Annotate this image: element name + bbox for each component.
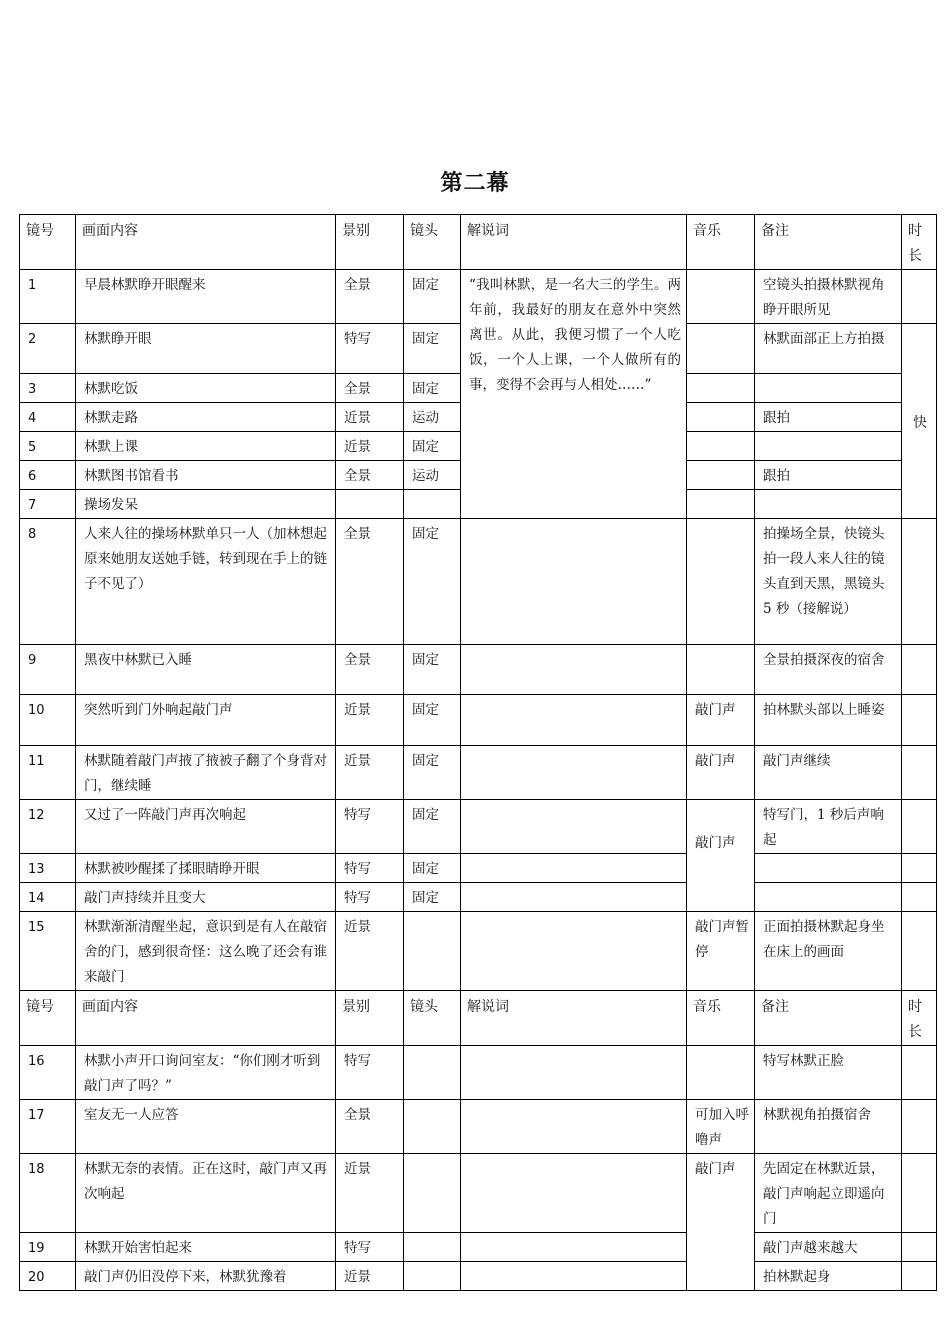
shot-camera: 固定 [404, 324, 461, 374]
duration-fast: 快 [902, 324, 937, 519]
shot-duration [902, 1046, 937, 1100]
shot-no: 4 [20, 403, 76, 432]
header-content: 画面内容 [76, 215, 336, 270]
shot-duration [902, 912, 937, 991]
shot-scale: 全景 [336, 645, 404, 695]
shot-duration [902, 883, 937, 912]
table-row [20, 1100, 937, 1154]
shot-note [755, 854, 902, 883]
table-row [20, 883, 937, 912]
shot-content: 突然听到门外响起敲门声 [76, 695, 336, 746]
table-row [20, 645, 937, 695]
shot-duration [902, 1262, 937, 1291]
shot-no: 13 [20, 854, 76, 883]
shot-music [687, 461, 755, 490]
shot-scale: 近景 [336, 1262, 404, 1291]
shot-camera: 固定 [404, 270, 461, 324]
shot-no: 20 [20, 1262, 76, 1291]
shot-narration [461, 1233, 687, 1262]
shot-note: 拍操场全景，快镜头拍一段人来人往的镜头直到天黑，黑镜头 5 秒（接解说） [755, 519, 902, 645]
table-row [20, 1046, 937, 1100]
shot-content: 林默渐渐清醒坐起，意识到是有人在敲宿舍的门，感到很奇怪：这么晚了还会有谁来敲门 [76, 912, 336, 991]
shot-camera [404, 490, 461, 519]
shot-scale: 全景 [336, 461, 404, 490]
shot-note: 林默面部正上方拍摄 [755, 324, 902, 374]
shot-music: 敲门声 [687, 695, 755, 746]
shot-music [687, 645, 755, 695]
shot-content: 林默睁开眼 [76, 324, 336, 374]
shot-no: 19 [20, 1233, 76, 1262]
shot-camera: 固定 [404, 800, 461, 854]
shot-no: 14 [20, 883, 76, 912]
shot-music [687, 1046, 755, 1100]
shot-duration [902, 1100, 937, 1154]
shot-content: 林默开始害怕起来 [76, 1233, 336, 1262]
header-narration: 解说词 [461, 215, 687, 270]
shot-narration [461, 695, 687, 746]
shot-narration [461, 746, 687, 800]
shot-note: 林默视角拍摄宿舍 [755, 1100, 902, 1154]
shot-music [687, 519, 755, 645]
shot-no: 2 [20, 324, 76, 374]
shot-no: 17 [20, 1100, 76, 1154]
shot-duration [902, 519, 937, 645]
shot-scale: 近景 [336, 695, 404, 746]
table-row [20, 746, 937, 800]
shot-content: 林默无奈的表情。正在这时，敲门声又再次响起 [76, 1154, 336, 1233]
shot-content: 室友无一人应答 [76, 1100, 336, 1154]
shot-camera: 固定 [404, 645, 461, 695]
shot-narration [461, 1262, 687, 1291]
header-duration: 时长 [902, 991, 937, 1046]
shot-note: 先固定在林默近景，敲门声响起立即遥向门 [755, 1154, 902, 1233]
shot-duration [902, 746, 937, 800]
shot-content: 林默走路 [76, 403, 336, 432]
shot-scale [336, 490, 404, 519]
shot-no: 12 [20, 800, 76, 854]
shot-scale: 特写 [336, 800, 404, 854]
shot-music: 敲门声暂停 [687, 912, 755, 991]
header-scale: 景别 [336, 215, 404, 270]
shot-narration [461, 645, 687, 695]
storyboard-table [19, 214, 937, 1291]
header-shot-no: 镜号 [20, 215, 76, 270]
shot-scale: 特写 [336, 324, 404, 374]
header-narration: 解说词 [461, 991, 687, 1046]
shot-music: 可加入呼噜声 [687, 1100, 755, 1154]
header-music: 音乐 [687, 991, 755, 1046]
shot-duration [902, 1154, 937, 1233]
shot-no: 6 [20, 461, 76, 490]
shot-scale: 特写 [336, 1046, 404, 1100]
shot-camera [404, 1262, 461, 1291]
shot-music [687, 403, 755, 432]
shot-content: 林默被吵醒揉了揉眼睛睁开眼 [76, 854, 336, 883]
shot-camera [404, 1100, 461, 1154]
shot-camera: 固定 [404, 374, 461, 403]
header-camera: 镜头 [404, 215, 461, 270]
shot-camera [404, 912, 461, 991]
table-row [20, 1233, 937, 1262]
shot-scale: 特写 [336, 883, 404, 912]
shot-camera: 固定 [404, 432, 461, 461]
shot-narration [461, 1046, 687, 1100]
shot-narration [461, 800, 687, 854]
shot-camera: 运动 [404, 461, 461, 490]
shot-scale: 特写 [336, 854, 404, 883]
shot-duration [902, 800, 937, 854]
header-duration: 时长 [902, 215, 937, 270]
shot-camera [404, 1233, 461, 1262]
shot-music [687, 490, 755, 519]
shot-note: 空镜头拍摄林默视角睁开眼所见 [755, 270, 902, 324]
shot-duration [902, 1233, 937, 1262]
shot-no: 8 [20, 519, 76, 645]
header-shot-no: 镜号 [20, 991, 76, 1046]
shot-narration [461, 854, 687, 883]
shot-scale: 特写 [336, 1233, 404, 1262]
shot-duration [902, 854, 937, 883]
header-note: 备注 [755, 215, 902, 270]
header-camera: 镜头 [404, 991, 461, 1046]
header-scale: 景别 [336, 991, 404, 1046]
shot-music: 敲门声 [687, 800, 755, 912]
shot-music [687, 324, 755, 374]
shot-scale: 全景 [336, 374, 404, 403]
shot-music [687, 270, 755, 324]
shot-no: 11 [20, 746, 76, 800]
shot-camera [404, 1154, 461, 1233]
shot-narration [461, 912, 687, 991]
shot-note: 跟拍 [755, 461, 902, 490]
shot-camera: 固定 [404, 854, 461, 883]
table-row [20, 912, 937, 991]
shot-note [755, 374, 902, 403]
shot-camera: 固定 [404, 519, 461, 645]
shot-narration [461, 1154, 687, 1233]
shot-no: 16 [20, 1046, 76, 1100]
header-note: 备注 [755, 991, 902, 1046]
shot-no: 10 [20, 695, 76, 746]
header-music: 音乐 [687, 215, 755, 270]
shot-duration [902, 270, 937, 324]
table-row [20, 800, 937, 854]
shot-no: 3 [20, 374, 76, 403]
shot-music [687, 374, 755, 403]
shot-scale: 近景 [336, 1154, 404, 1233]
shot-narration [461, 1100, 687, 1154]
page-title: 第二幕 [440, 171, 510, 196]
shot-note [755, 883, 902, 912]
shot-scale: 近景 [336, 432, 404, 461]
shot-note: 拍林默头部以上睡姿 [755, 695, 902, 746]
shot-note [755, 490, 902, 519]
table-row [20, 519, 937, 645]
table-row [20, 854, 937, 883]
shot-content: 操场发呆 [76, 490, 336, 519]
shot-camera [404, 1046, 461, 1100]
shot-note: 拍林默起身 [755, 1262, 902, 1291]
shot-content: 黑夜中林默已入睡 [76, 645, 336, 695]
shot-music [687, 432, 755, 461]
table-header-row [20, 215, 937, 270]
shot-music: 敲门声 [687, 1154, 755, 1291]
shot-camera: 固定 [404, 883, 461, 912]
shot-scale: 近景 [336, 912, 404, 991]
shot-camera: 固定 [404, 746, 461, 800]
shot-narration [461, 519, 687, 645]
table-header-row [20, 991, 937, 1046]
shot-no: 18 [20, 1154, 76, 1233]
shot-note: 敲门声越来越大 [755, 1233, 902, 1262]
shot-content: 林默上课 [76, 432, 336, 461]
shot-note: 跟拍 [755, 403, 902, 432]
shot-content: 早晨林默睁开眼醒来 [76, 270, 336, 324]
table-row [20, 1262, 937, 1291]
shot-scale: 近景 [336, 746, 404, 800]
shot-content: 敲门声仍旧没停下来，林默犹豫着 [76, 1262, 336, 1291]
shot-note: 全景拍摄深夜的宿舍 [755, 645, 902, 695]
shot-content: 林默吃饭 [76, 374, 336, 403]
shot-content: 敲门声持续并且变大 [76, 883, 336, 912]
table-row [20, 270, 937, 324]
shot-music: 敲门声 [687, 746, 755, 800]
shot-no: 1 [20, 270, 76, 324]
shot-duration [902, 645, 937, 695]
shot-note: 特写林默正脸 [755, 1046, 902, 1100]
narration-cell: “我叫林默，是一名大三的学生。两年前，我最好的朋友在意外中突然离世。从此，我便习惯了一个人吃饭，一个人上课，一个人做所有的事，变得不会再与人相处……” [461, 270, 687, 519]
shot-duration [902, 695, 937, 746]
shot-scale: 全景 [336, 1100, 404, 1154]
shot-scale: 全景 [336, 519, 404, 645]
shot-content: 林默随着敲门声掖了掖被子翻了个身背对门，继续睡 [76, 746, 336, 800]
shot-note [755, 432, 902, 461]
table-row [20, 1154, 937, 1233]
shot-no: 15 [20, 912, 76, 991]
shot-camera: 运动 [404, 403, 461, 432]
shot-narration [461, 883, 687, 912]
header-content: 画面内容 [76, 991, 336, 1046]
shot-note: 正面拍摄林默起身坐在床上的画面 [755, 912, 902, 991]
shot-content: 林默小声开口询问室友：“你们刚才听到敲门声了吗？” [76, 1046, 336, 1100]
shot-note: 敲门声继续 [755, 746, 902, 800]
shot-camera: 固定 [404, 695, 461, 746]
shot-note: 特写门，1 秒后声响起 [755, 800, 902, 854]
shot-content: 人来人往的操场林默单只一人（加林想起原来她朋友送她手链，转到现在手上的链子不见了） [76, 519, 336, 645]
table-row [20, 695, 937, 746]
shot-no: 7 [20, 490, 76, 519]
shot-scale: 全景 [336, 270, 404, 324]
shot-content: 林默图书馆看书 [76, 461, 336, 490]
shot-scale: 近景 [336, 403, 404, 432]
shot-no: 9 [20, 645, 76, 695]
shot-content: 又过了一阵敲门声再次响起 [76, 800, 336, 854]
shot-no: 5 [20, 432, 76, 461]
